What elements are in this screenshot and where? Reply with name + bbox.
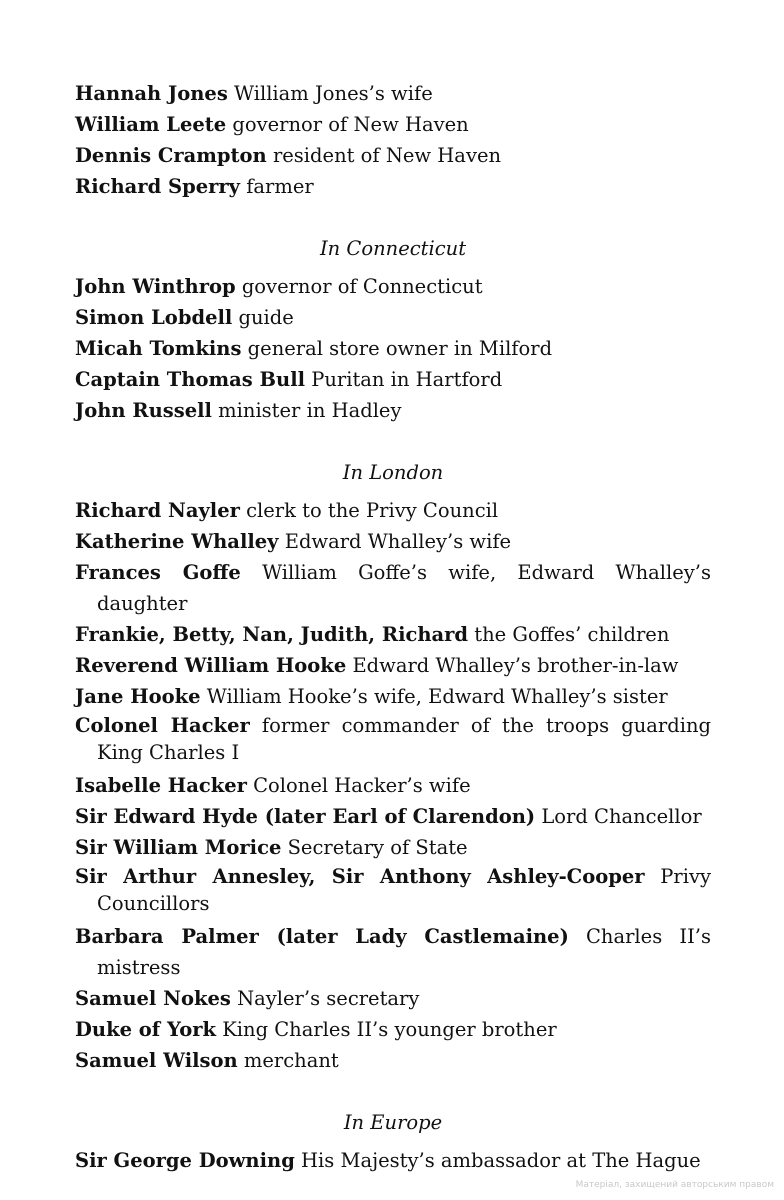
cast-entry: [75, 302, 711, 333]
cast-entry: [75, 770, 711, 801]
character-name: Isabelle Hacker: [75, 774, 247, 797]
cast-entry: [75, 171, 711, 202]
cast-entry: [75, 1014, 711, 1045]
character-description: governor of New Haven: [232, 113, 469, 136]
character-description: Secretary of State: [287, 836, 468, 859]
character-name: Frankie, Betty, Nan, Judith, Richard: [75, 623, 469, 646]
section-europe: [75, 1107, 711, 1176]
cast-entry: [75, 863, 711, 917]
character-name: Captain Thomas Bull: [75, 368, 306, 391]
character-description: governor of Connecticut: [241, 275, 483, 298]
character-name: Barbara Palmer (later Lady Castlemaine): [75, 925, 569, 948]
character-description: Charles II’s mistress: [97, 925, 711, 979]
cast-entry: [75, 109, 711, 140]
cast-entry: [75, 832, 711, 863]
character-name: Colonel Hacker: [75, 714, 250, 737]
cast-entry: [75, 921, 711, 983]
character-description: William Jones’s wife: [234, 82, 433, 105]
character-description: the Goffes’ children: [474, 623, 670, 646]
cast-entry: [75, 526, 711, 557]
cast-list-page: [75, 78, 711, 1176]
character-name: Samuel Nokes: [75, 987, 231, 1010]
copyright-watermark: Матеріал, захищений авторським правом: [575, 1180, 774, 1190]
section-heading: In Connecticut: [319, 237, 467, 260]
cast-entry: [75, 681, 711, 712]
cast-entry: [75, 271, 711, 302]
character-description: former commander of the troops guarding King Charles I: [97, 714, 711, 764]
character-description: guide: [238, 306, 294, 329]
character-name: Frances Goffe: [75, 561, 241, 584]
character-name: Samuel Wilson: [75, 1049, 238, 1072]
section-new-haven: [75, 78, 711, 202]
character-name: Richard Nayler: [75, 499, 240, 522]
character-name: Jane Hooke: [75, 685, 201, 708]
character-name: Katherine Whalley: [75, 530, 279, 553]
character-name: Sir Edward Hyde (later Earl of Clarendon): [75, 805, 536, 828]
character-name: John Russell: [75, 399, 212, 422]
section-connecticut: [75, 233, 711, 426]
character-name: Reverend William Hooke: [75, 654, 347, 677]
character-description: Edward Whalley’s wife: [284, 530, 512, 553]
character-description: general store owner in Milford: [247, 337, 553, 360]
character-name: Duke of York: [75, 1018, 216, 1041]
section-heading: In London: [342, 461, 444, 484]
character-description: resident of New Haven: [272, 144, 502, 167]
section-london: [75, 457, 711, 1076]
character-description: Colonel Hacker’s wife: [253, 774, 471, 797]
cast-entry: [75, 557, 711, 619]
cast-entry: [75, 364, 711, 395]
cast-entry: [75, 1045, 711, 1076]
cast-entry: [75, 619, 711, 650]
character-name: Simon Lobdell: [75, 306, 233, 329]
character-name: Sir Arthur Annesley, Sir Anthony Ashley-Cooper: [75, 865, 645, 888]
cast-entry: [75, 140, 711, 171]
character-description: King Charles II’s younger brother: [222, 1018, 557, 1041]
cast-entry: [75, 650, 711, 681]
character-name: Sir William Morice: [75, 836, 282, 859]
character-description: Nayler’s secretary: [237, 987, 420, 1010]
character-description: William Goffe’s wife, Edward Whalley’s daughter: [97, 561, 711, 615]
character-description: Privy Councillors: [97, 865, 712, 915]
cast-entry: [75, 1145, 711, 1176]
cast-entry: [75, 801, 711, 832]
cast-entry: [75, 712, 711, 766]
character-description: Lord Chancellor: [541, 805, 702, 828]
cast-entry: [75, 395, 711, 426]
cast-entry: [75, 983, 711, 1014]
character-description: His Majesty’s ambassador at The Hague: [301, 1149, 701, 1172]
character-name: Micah Tomkins: [75, 337, 242, 360]
character-name: William Leete: [75, 113, 227, 136]
cast-entry: [75, 333, 711, 364]
character-description: farmer: [246, 175, 314, 198]
character-description: Puritan in Hartford: [311, 368, 503, 391]
cast-entry: [75, 78, 711, 109]
character-name: Hannah Jones: [75, 82, 228, 105]
cast-entry: [75, 495, 711, 526]
section-heading: In Europe: [343, 1111, 443, 1134]
character-description: merchant: [243, 1049, 339, 1072]
character-description: Edward Whalley’s brother-in-law: [352, 654, 679, 677]
character-description: clerk to the Privy Council: [246, 499, 499, 522]
character-description: William Hooke’s wife, Edward Whalley’s sister: [206, 685, 668, 708]
character-name: Sir George Downing: [75, 1149, 295, 1172]
character-name: Richard Sperry: [75, 175, 240, 198]
character-name: Dennis Crampton: [75, 144, 267, 167]
character-name: John Winthrop: [75, 275, 236, 298]
character-description: minister in Hadley: [218, 399, 402, 422]
